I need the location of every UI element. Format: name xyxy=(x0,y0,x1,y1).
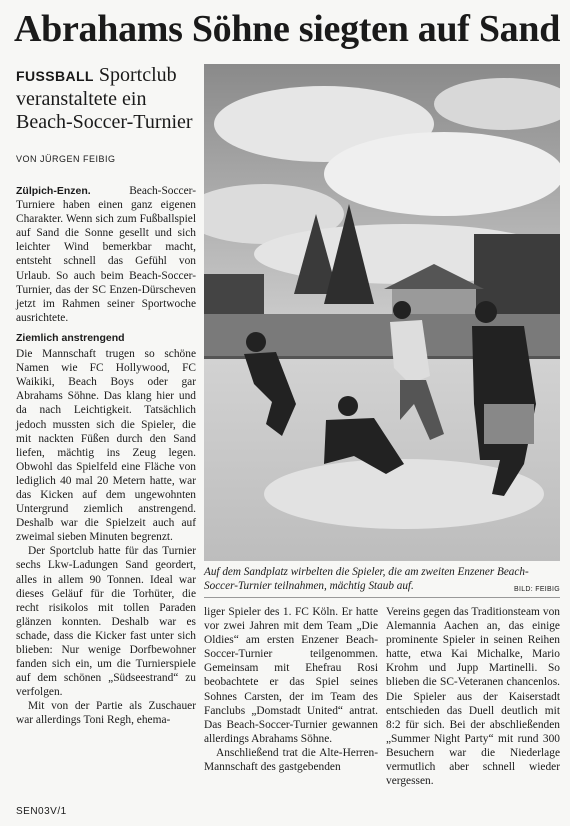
photo-caption xyxy=(204,566,560,596)
lead-text: Beach-Soccer-Turniere haben einen ganz eigenen Charakter. Wenn sich zum Fußballspiel auf Sand die Sonne gesellt und sich leichter Wind bemerkbar macht, entsteht schnell das Gefühl von Urlaub. So auch beim Beach-Soccer-Turnier, das der SC Enzen-Dürscheven jetzt im Rahmen seiner Sportwoche ausrichtete. xyxy=(16,185,196,324)
caption-text: Auf dem Sandplatz wirbelten die Spieler, die am zweiten Enzener Beach-Soccer-Turnier teilnahmen, mächtig Staub auf. xyxy=(204,566,529,592)
headline: Abrahams Söhne siegten auf Sand xyxy=(14,8,561,50)
subheadline xyxy=(16,64,196,134)
intertitle: Ziemlich anstrengend xyxy=(16,331,125,344)
paragraph: Vereins gegen das Traditionsteam von Alemannia Aachen an, das einige prominente Spieler in seinen Reihen hatte, etwa Kai Michalke, Mario Krohm und Jupp Martinelli. So blieben die SC-Veteranen chancenlos. Die Spieler aus der Kaiserstadt entschieden das Duell deutlich mit 8:2 für sich. Bei der abschließenden „Summer Night Party“ mit rund 300 Besuchern war die Niederlage vermutlich aber schnell wieder vergessen. xyxy=(386,606,560,788)
subheadline-text: Sportclub veranstaltete ein Beach-Soccer-Turnier xyxy=(16,64,193,133)
paragraph: Mit von der Partie als Zuschauer war allerdings Toni Regh, ehema- xyxy=(16,700,196,727)
page-code: SEN03V/1 xyxy=(16,806,67,817)
article-column-3 xyxy=(386,605,560,788)
paragraph: Die Mannschaft trugen so schöne Namen wie FC Hollywood, FC Waikiki, Beach Boys oder gar Abrahams Söhne. Das klang hier und da nach Leichtigkeit. Tatsächlich jedoch mussten sich die Spieler, die mit nackten Füßen durch den Sand liefen, mächtig ins Zeug legen. Obwohl das Spielfeld eine Fläche von lediglich 40 mal 20 Metern hatte, war das Kicken auf dem ungewohnten Untergrund ziemlich anstrengend. Deshalb war die Spielzeit auch auf zweimal sieben Minuten begrenzt. xyxy=(16,348,196,544)
paragraph: Anschließend trat die Alte-Herren-Mannschaft des gastgebenden xyxy=(204,746,378,774)
paragraph: liger Spieler des 1. FC Köln. Er hatte vor zwei Jahren mit dem Team „Die Oldies“ am ersten Enzener Beach-Soccer-Turnier teilgenommen. Gemeinsam mit Ehefrau Rosi beobachtete er das Spiel seines Sohnes Carsten, der im Team des Fanclubs „Domstadt United“ antrat. Das Beach-Soccer-Turnier gewannen allerdings Abrahams Söhne. xyxy=(204,606,378,745)
photo-credit: BILD: FEIBIG xyxy=(514,585,560,593)
dateline: Zülpich-Enzen. xyxy=(16,185,91,197)
beach-soccer-photo xyxy=(204,64,560,561)
article-photo xyxy=(204,64,560,561)
lead-paragraph xyxy=(16,184,196,325)
article-column-1 xyxy=(16,184,196,728)
byline: VON JÜRGEN FEIBIG xyxy=(16,154,116,164)
caption-rule xyxy=(204,597,560,598)
paragraph: Der Sportclub hatte für das Turnier sechs Lkw-Ladungen Sand geordert, alles in allem 90 Tonnen. Ideal war dieses Geläuf für die Torhüter, die recht risikolos mit tollen Paraden glänzen konnten. Deshalb war es schade, dass die Kicker fast unter sich blieben: Nur wenige Dorfbewohner fanden sich ein, um die Turnierspiele auf dem schönen „Südseestrand“ zu verfolgen. xyxy=(16,545,196,699)
article-column-2 xyxy=(204,605,378,774)
section-kicker: FUSSBALL xyxy=(16,68,94,84)
